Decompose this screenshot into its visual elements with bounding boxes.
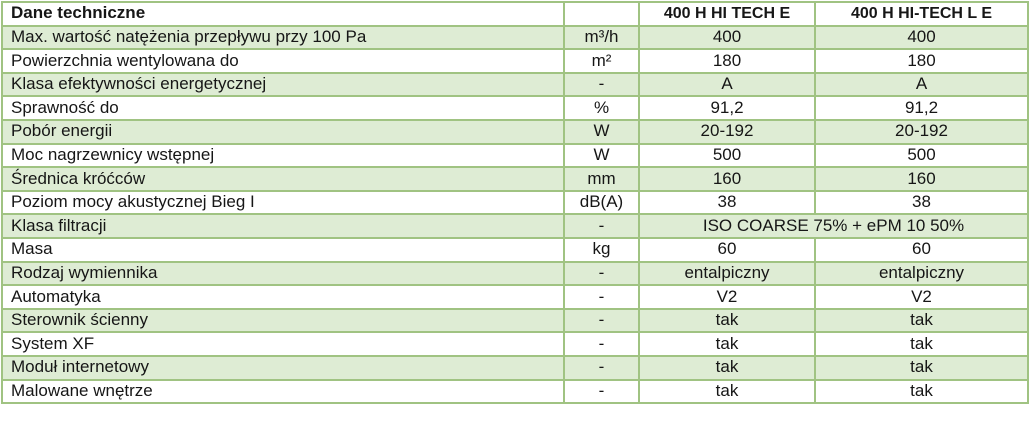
column-header-model-2: 400 H HI-TECH L E (815, 2, 1028, 26)
spec-label-cell: Masa (2, 238, 564, 262)
table-row (2, 262, 1028, 286)
table-row (2, 144, 1028, 168)
value-cell: entalpiczny (815, 262, 1028, 286)
spec-label-cell: Średnica króćców (2, 167, 564, 191)
value-cell: 400 (639, 26, 815, 50)
value-cell: V2 (639, 285, 815, 309)
spec-label-cell: Malowane wnętrze (2, 380, 564, 404)
spec-table-body (2, 26, 1028, 404)
table-row (2, 167, 1028, 191)
table-row (2, 238, 1028, 262)
spec-label-cell: Automatyka (2, 285, 564, 309)
table-row (2, 332, 1028, 356)
merged-value-cell: ISO COARSE 75% + ePM 10 50% (639, 214, 1028, 238)
unit-cell: W (564, 120, 639, 144)
unit-cell: mm (564, 167, 639, 191)
value-cell: 91,2 (815, 96, 1028, 120)
value-cell: 20-192 (815, 120, 1028, 144)
value-cell: A (815, 73, 1028, 97)
value-cell: 38 (815, 191, 1028, 215)
unit-cell: - (564, 309, 639, 333)
table-row (2, 26, 1028, 50)
value-cell: 160 (639, 167, 815, 191)
value-cell: 500 (815, 144, 1028, 168)
value-cell: 60 (815, 238, 1028, 262)
table-row (2, 120, 1028, 144)
value-cell: 60 (639, 238, 815, 262)
value-cell: V2 (815, 285, 1028, 309)
unit-cell: W (564, 144, 639, 168)
spec-label-cell: Moc nagrzewnicy wstępnej (2, 144, 564, 168)
unit-cell: - (564, 380, 639, 404)
unit-cell: dB(A) (564, 191, 639, 215)
unit-cell: kg (564, 238, 639, 262)
value-cell: tak (815, 309, 1028, 333)
value-cell: entalpiczny (639, 262, 815, 286)
spec-label-cell: Sterownik ścienny (2, 309, 564, 333)
spec-label-cell: Moduł internetowy (2, 356, 564, 380)
table-row (2, 309, 1028, 333)
value-cell: tak (639, 332, 815, 356)
table-row (2, 285, 1028, 309)
value-cell: 38 (639, 191, 815, 215)
table-row (2, 380, 1028, 404)
spec-label-cell: Klasa efektywności energetycznej (2, 73, 564, 97)
table-row (2, 214, 1028, 238)
table-row (2, 356, 1028, 380)
table-row (2, 96, 1028, 120)
value-cell: tak (639, 309, 815, 333)
unit-cell: - (564, 332, 639, 356)
table-title: Dane techniczne (2, 2, 564, 26)
unit-cell: m² (564, 49, 639, 73)
unit-column-header (564, 2, 639, 26)
spec-label-cell: Pobór energii (2, 120, 564, 144)
unit-cell: - (564, 73, 639, 97)
value-cell: 400 (815, 26, 1028, 50)
table-row (2, 73, 1028, 97)
value-cell: tak (815, 356, 1028, 380)
unit-cell: - (564, 262, 639, 286)
value-cell: tak (639, 380, 815, 404)
spec-table (1, 1, 1029, 404)
value-cell: 500 (639, 144, 815, 168)
unit-cell: m³/h (564, 26, 639, 50)
spec-label-cell: System XF (2, 332, 564, 356)
value-cell: tak (815, 332, 1028, 356)
value-cell: tak (639, 356, 815, 380)
unit-cell: - (564, 214, 639, 238)
unit-cell: % (564, 96, 639, 120)
value-cell: 180 (815, 49, 1028, 73)
spec-label-cell: Max. wartość natężenia przepływu przy 100 Pa (2, 26, 564, 50)
value-cell: 20-192 (639, 120, 815, 144)
spec-label-cell: Powierzchnia wentylowana do (2, 49, 564, 73)
value-cell: A (639, 73, 815, 97)
spec-label-cell: Sprawność do (2, 96, 564, 120)
value-cell: 160 (815, 167, 1028, 191)
spec-label-cell: Poziom mocy akustycznej Bieg I (2, 191, 564, 215)
spec-label-cell: Klasa filtracji (2, 214, 564, 238)
value-cell: tak (815, 380, 1028, 404)
table-row (2, 49, 1028, 73)
spec-label-cell: Rodzaj wymiennika (2, 262, 564, 286)
column-header-model-1: 400 H HI TECH E (639, 2, 815, 26)
unit-cell: - (564, 356, 639, 380)
table-row (2, 191, 1028, 215)
unit-cell: - (564, 285, 639, 309)
value-cell: 180 (639, 49, 815, 73)
table-header-row (2, 2, 1028, 26)
value-cell: 91,2 (639, 96, 815, 120)
